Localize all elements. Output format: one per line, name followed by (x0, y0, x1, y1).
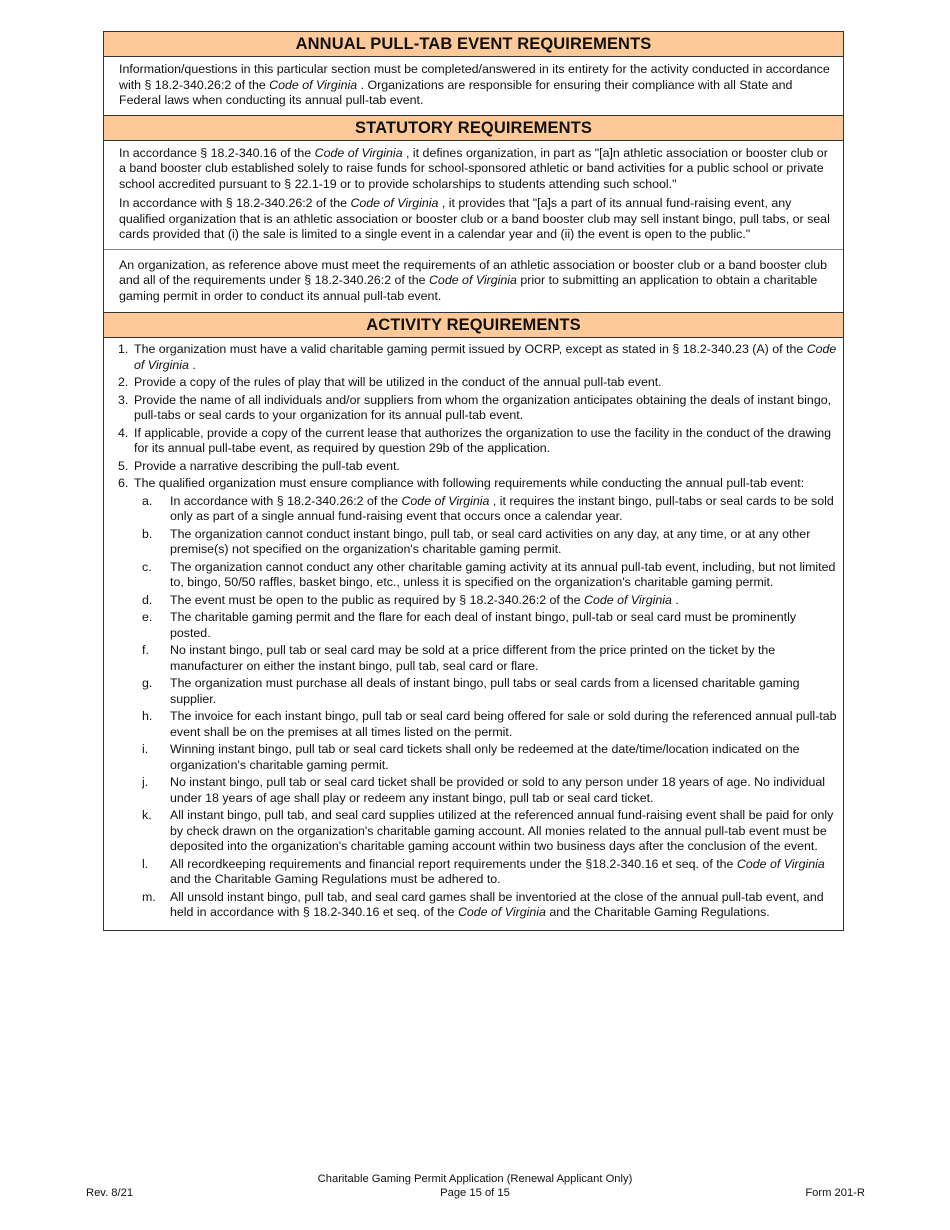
statutory-section-body (104, 141, 843, 249)
item-text: If applicable, provide a copy of the current lease that authorizes the organization to use the facility in the conduct of the drawing for its annual pull-tabe event, as required by question 29b of the application. (134, 425, 832, 455)
sub-list-item (142, 676, 839, 707)
list-item (118, 342, 839, 373)
statutory-section-header: STATUTORY REQUIREMENTS (104, 115, 843, 141)
sub-list-item (142, 808, 839, 855)
annual-paragraph: Information/questions in this particular section must be completed/answered in its entirety for the activity conducted in accordance with § 18.2-340.26:2 of the Code of Virginia . Organizations are responsible for ensuring their compliance with all State and Federal laws when conducting its annual pull-tab event. (119, 62, 830, 107)
item-letter: j. (142, 775, 149, 789)
item-text: All instant bingo, pull tab, and seal card supplies utilized at the referenced annual fund-raising event shall be paid for only by check drawn on the organization's charitable gaming account. All monies related to the annual pull-tab event must be deposited into the organization's charitable gaming account within two business days after the conclusion of the event. (170, 808, 834, 853)
list-item (118, 426, 839, 457)
list-item (118, 459, 839, 475)
sub-list-item (142, 857, 839, 888)
item-text: The charitable gaming permit and the flare for each deal of instant bingo, pull-tab or seal card must be prominently posted. (170, 610, 797, 640)
statutory-section-note (104, 250, 843, 313)
activity-section (104, 312, 843, 930)
item-text: Provide a copy of the rules of play that will be utilized in the conduct of the annual pull-tab event. (134, 375, 662, 389)
item-text: The qualified organization must ensure compliance with following requirements while conducting the annual pull-tab event: (134, 476, 805, 490)
statutory-paragraph-2: In accordance with § 18.2-340.26:2 of the Code of Virginia , it provides that "[a]s a part of its annual fund-raising event, any qualified organization that is an athletic association or booster club or a band booster club may sell instant bingo, pull tabs, or seal cards provided that (i) the sale is limited to a single event in a calendar year and (ii) the event is open to the public." (119, 196, 830, 241)
item-letter: h. (142, 709, 153, 723)
list-item (118, 393, 839, 424)
item-letter: f. (142, 643, 149, 657)
item-letter: e. (142, 610, 153, 624)
list-item (118, 476, 839, 492)
sub-list-item (142, 890, 839, 921)
requirements-form (103, 31, 844, 931)
item-text: The event must be open to the public as required by § 18.2-340.26:2 of the Code of Virginia . (170, 592, 679, 607)
item-number: 6. (118, 476, 129, 490)
activity-list (104, 338, 843, 930)
annual-section-body (104, 57, 843, 115)
item-text: All unsold instant bingo, pull tab, and seal card games shall be inventoried at the close of the annual pull-tab event, and held in accordance with § 18.2-340.16 et seq. of the Code of Virginia and the Charitable Gaming Regulations. (170, 889, 824, 919)
annual-section-header: ANNUAL PULL-TAB EVENT REQUIREMENTS (104, 32, 843, 57)
item-letter: a. (142, 493, 153, 508)
item-number: 1. (118, 342, 129, 356)
statutory-section (104, 115, 843, 313)
sub-list-item (142, 610, 839, 641)
sub-list-item (142, 775, 839, 806)
item-text: The invoice for each instant bingo, pull tab or seal card being offered for sale or sold during the referenced annual pull-tab event shall be on the premises at all times listed on the permit. (170, 709, 837, 739)
item-number: 3. (118, 392, 129, 407)
sub-list-item (142, 709, 839, 740)
item-letter: i. (142, 742, 149, 756)
statutory-paragraph-1: In accordance § 18.2-340.16 of the Code of Virginia , it defines organization, in part as "[a]n athletic association or booster club or a band booster club established solely to raise funds for school-sponsored athletic or band activities for a public school or private school accredited pursuant to § 22.1-19 or to provide scholarships to students attending such school." (119, 145, 828, 191)
sub-list-item (142, 643, 839, 674)
item-number: 2. (118, 375, 129, 389)
item-text: No instant bingo, pull tab or seal card may be sold at a price different from the price printed on the ticket by the manufacturer on either the instant bingo, pull tab, seal card or flare. (170, 643, 776, 673)
item-letter: l. (142, 856, 149, 871)
sub-list-item (142, 742, 839, 773)
sub-list (142, 494, 839, 921)
item-number: 4. (118, 425, 129, 440)
list-item (118, 375, 839, 391)
footer-page-number: Page 15 of 15 (440, 1187, 510, 1199)
sub-list-item (142, 593, 839, 609)
item-letter: m. (142, 889, 156, 904)
item-text: The organization must have a valid charitable gaming permit issued by OCRP, except as stated in § 18.2-340.23 (A) of the Code of Virginia . (134, 342, 837, 372)
item-text: The organization must purchase all deals of instant bingo, pull tabs or seal cards from a licensed charitable gaming supplier. (170, 676, 800, 706)
statutory-paragraph-3: An organization, as reference above must meet the requirements of an athletic association or booster club or a band booster club and all of the requirements under § 18.2-340.26:2 of the Code of Virginia prior to submitting an application to obtain a charitable gaming permit in order to conduct its annual pull-tab event. (119, 257, 828, 303)
item-text: All recordkeeping requirements and financial report requirements under the §18.2-340.16 et seq. of the Code of Virginia and the Charitable Gaming Regulations must be adhered to. (170, 856, 825, 886)
item-text: The organization cannot conduct instant bingo, pull tab, or seal card activities on any day, at any time, or at any other premise(s) not specified on the organization's charitable gaming permit. (170, 526, 811, 556)
item-text: In accordance with § 18.2-340.26:2 of the Code of Virginia , it requires the instant bingo, pull-tabs or seal cards to be sold only as part of a single annual fund-raising event that occurs once a calendar year. (170, 493, 834, 523)
item-text: Provide a narrative describing the pull-tab event. (134, 458, 400, 473)
footer-revision: Rev. 8/21 (86, 1187, 134, 1199)
annual-section (104, 32, 843, 115)
item-letter: g. (142, 676, 153, 690)
footer-form-number: Form 201-R (805, 1187, 865, 1199)
footer-title: Charitable Gaming Permit Application (Renewal Applicant Only) (317, 1173, 633, 1185)
sub-list-item (142, 494, 839, 525)
item-text: Winning instant bingo, pull tab or seal card tickets shall only be redeemed at the date/time/location indicated on the organization's charitable gaming permit. (170, 742, 800, 772)
item-letter: k. (142, 808, 152, 822)
item-letter: b. (142, 526, 153, 541)
item-letter: c. (142, 559, 152, 574)
item-number: 5. (118, 458, 129, 473)
item-text: No instant bingo, pull tab or seal card ticket shall be provided or sold to any person under 18 years of age. No individual under 18 years of age shall play or redeem any instant bingo, pull tab or seal card ticket. (170, 775, 826, 805)
item-letter: d. (142, 592, 153, 607)
sub-list-item (142, 560, 839, 591)
sub-list-item (142, 527, 839, 558)
item-text: Provide the name of all individuals and/or suppliers from whom the organization anticipates obtaining the deals of instant bingo, pull-tabs or seal cards to your organization for its annual pull-tab event. (134, 392, 832, 422)
activity-section-header: ACTIVITY REQUIREMENTS (104, 312, 843, 338)
item-text: The organization cannot conduct any other charitable gaming activity at its annual pull-tab event, including, but not limited to, bingo, 50/50 raffles, basket bingo, etc., unless it is specified on the organization's charitable gaming permit. (170, 559, 836, 589)
